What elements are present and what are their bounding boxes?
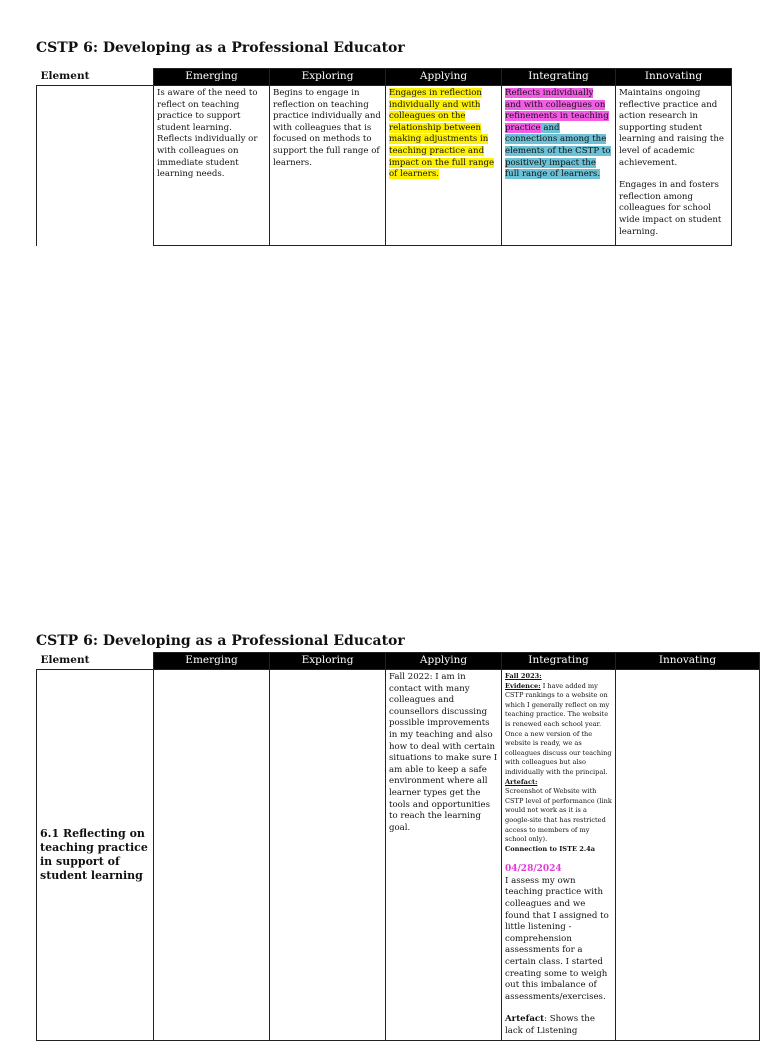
header-integrating: Integrating xyxy=(502,653,616,670)
header-exploring: Exploring xyxy=(270,653,386,670)
artefact2-text: : Shows the lack of Listening xyxy=(505,1014,595,1036)
header-applying: Applying xyxy=(386,653,502,670)
header-exploring: Exploring xyxy=(270,69,386,86)
header-innovating: Innovating xyxy=(616,69,732,86)
emerging-cell: Is aware of the need to reflect on teaching practice to support student learning. Reflects individually or with colleagues on immediate student learning needs. xyxy=(154,86,270,246)
artefact2-label: Artefact xyxy=(505,1014,545,1025)
highlight-cyan: and connections among the elements of the CSTP to positively impact the full range of learners. xyxy=(505,122,611,180)
applying-cell xyxy=(386,86,502,246)
element-cell: 6.1 Reflecting on teaching practice in support of student learning xyxy=(37,670,154,1041)
evidence-label: Evidence: xyxy=(505,681,541,690)
header-element: Element xyxy=(37,69,154,86)
page-title: CSTP 6: Developing as a Professional Educator xyxy=(36,40,405,56)
emerging-cell xyxy=(154,670,270,1041)
entry-date: 04/28/2024 xyxy=(505,864,562,875)
integrating-cell xyxy=(502,670,616,1041)
header-integrating: Integrating xyxy=(502,69,616,86)
element-cell xyxy=(37,86,154,246)
header-element: Element xyxy=(37,653,154,670)
page-title-2: CSTP 6: Developing as a Professional Educator xyxy=(36,633,405,649)
table-row xyxy=(37,670,760,1041)
innovating-cell xyxy=(616,86,732,246)
innovating-text-1: Maintains ongoing reflective practice and action research in supporting student learning and raising the level of academic achievement. xyxy=(619,88,724,168)
artefact-label: Artefact: xyxy=(505,777,538,786)
connection-text: Connection to ISTE 2.4a xyxy=(505,844,596,853)
fall-label: Fall 2023: xyxy=(505,672,542,680)
header-innovating: Innovating xyxy=(616,653,760,670)
applying-cell: Fall 2022: I am in contact with many colleagues and counsellors discussing possible improvements in my teaching and also how to deal with certain situations to make sure I am able to keep a safe environment where all learner types get the tools and opportunities to reach the learning goal. xyxy=(386,670,502,1041)
evidence-text: I have added my CSTP rankings to a website on which I generally reflect on my teaching practice. The website is renewed each school year. Once a new version of the website is ready, we as colleagues discuss our teaching with colleagues but also individually with the principal. xyxy=(505,681,612,776)
header-emerging: Emerging xyxy=(154,653,270,670)
highlight-magenta: Reflects individually and with colleagues on refinements in teaching practice xyxy=(505,88,609,133)
artefact-text: Screenshot of Website with CSTP level of performance (link would not work as it is a google-site that has restricted access to members of my school only). xyxy=(505,787,612,844)
header-row xyxy=(37,69,732,86)
innovating-cell xyxy=(616,670,760,1041)
header-row-2 xyxy=(37,653,760,670)
highlight-yellow: Engages in reflection individually and with colleagues on the relationship between making adjustments in teaching practice and impact on the full range of learners. xyxy=(389,88,495,180)
header-applying: Applying xyxy=(386,69,502,86)
exploring-cell: Begins to engage in reflection on teaching practice individually and with colleagues that is focused on methods to support the full range of learners. xyxy=(270,86,386,246)
integrating-cell xyxy=(502,86,616,246)
rubric-table-1 xyxy=(36,68,732,246)
rubric-table-2 xyxy=(36,652,760,1041)
innovating-text-2: Engages in and fosters reflection among colleagues for school wide impact on student learning. xyxy=(619,180,722,237)
exploring-cell xyxy=(270,670,386,1041)
reflection-text: I assess my own teaching practice with colleagues and we found that I assigned to little listening -comprehension assessments for a certain class. I started creating some to weigh out this imbalance of assessments/exercises. xyxy=(505,875,609,1002)
table-row xyxy=(37,86,732,246)
header-emerging: Emerging xyxy=(154,69,270,86)
